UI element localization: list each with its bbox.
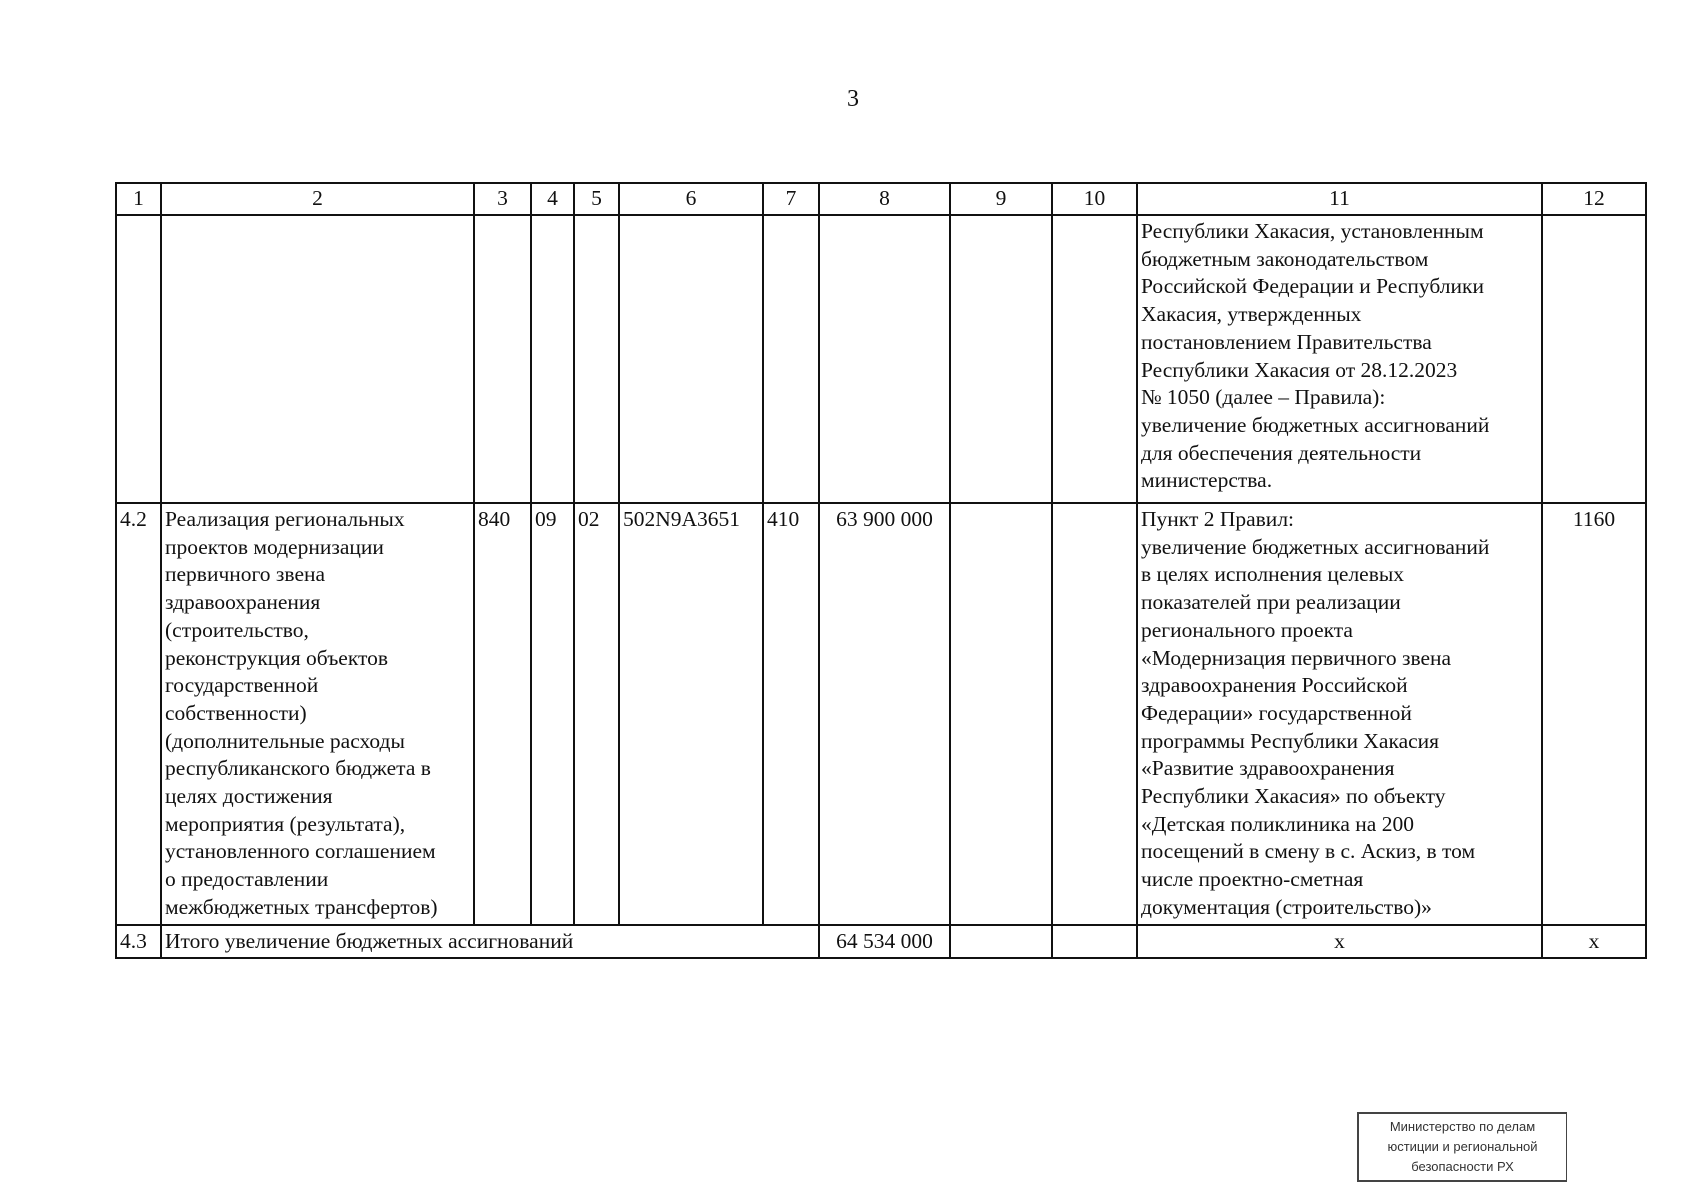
justification-text: Пункт 2 Правил: увеличение бюджетных ассигнований в целях исполнения целевых показателей при реализации регионального проекта «Модернизация первичного звена здравоохранения Российской Федерации» государственной программы Республики Хакасия «Развитие здравоохранения Республики Хакасия» по объекту «Детская поликлиника на 200 посещений в смену в с. Аскиз, в том числе проектно-сметная документация (строительство)» [1137, 503, 1542, 925]
code-expense-type: 410 [763, 503, 819, 925]
cell-empty [161, 215, 474, 503]
total-label: Итого увеличение бюджетных ассигнований [161, 925, 819, 959]
code-subsection: 02 [574, 503, 619, 925]
col-header-12: 12 [1542, 183, 1646, 215]
page-number-text: 3 [847, 86, 859, 112]
col-header-2: 2 [161, 183, 474, 215]
col-header-4: 4 [531, 183, 574, 215]
col-header-10: 10 [1052, 183, 1137, 215]
col-header-1: 1 [116, 183, 161, 215]
col-header-9: 9 [950, 183, 1052, 215]
cell-empty [574, 215, 619, 503]
cell-empty [531, 215, 574, 503]
table-row-4-3-total [116, 925, 1646, 959]
appropriations-table [115, 182, 1647, 959]
page-number [0, 86, 1698, 113]
col-header-3: 3 [474, 183, 531, 215]
cell-empty [950, 925, 1052, 959]
ministry-stamp [1357, 1112, 1567, 1182]
row-number: 4.3 [116, 925, 161, 959]
cell-empty [950, 503, 1052, 925]
col-header-11: 11 [1137, 183, 1542, 215]
col-header-8: 8 [819, 183, 950, 215]
col-header-5: 5 [574, 183, 619, 215]
total-col-11: x [1137, 925, 1542, 959]
cell-empty [763, 215, 819, 503]
cell-empty [950, 215, 1052, 503]
code-ministry: 840 [474, 503, 531, 925]
cell-empty [1052, 215, 1137, 503]
cell-empty [116, 215, 161, 503]
cell-empty [819, 215, 950, 503]
item-description: Реализация региональных проектов модернизации первичного звена здравоохранения (строительство, реконструкция объектов государственной собственности) (дополнительные расходы республиканского бюджета в целях достижения мероприятия (результата), установленного соглашением о предоставлении межбюджетных трансфертов) [161, 503, 474, 925]
justification-text-continued: Республики Хакасия, установленным бюджетным законодательством Российской Федерации и Республики Хакасия, утвержденных постановлением Правительства Республики Хакасия от 28.12.2023 № 1050 (далее – Правила): увеличение бюджетных ассигнований для обеспечения деятельности министерства. [1137, 215, 1542, 503]
stamp-line-2: юстиции и региональной [1387, 1139, 1538, 1154]
cell-empty [474, 215, 531, 503]
code-section: 09 [531, 503, 574, 925]
cell-empty [1052, 925, 1137, 959]
code-target-article: 502N9A3651 [619, 503, 763, 925]
row-number: 4.2 [116, 503, 161, 925]
table-row-4-2 [116, 503, 1646, 925]
code-12: 1160 [1542, 503, 1646, 925]
column-number-header-row [116, 183, 1646, 215]
cell-empty [619, 215, 763, 503]
total-amount: 64 534 000 [819, 925, 950, 959]
amount: 63 900 000 [819, 503, 950, 925]
cell-empty [1542, 215, 1646, 503]
total-col-12: x [1542, 925, 1646, 959]
col-header-7: 7 [763, 183, 819, 215]
stamp-line-3: безопасности РХ [1411, 1159, 1514, 1174]
table-row-continuation [116, 215, 1646, 503]
cell-empty [1052, 503, 1137, 925]
col-header-6: 6 [619, 183, 763, 215]
stamp-line-1: Министерство по делам [1389, 1119, 1536, 1134]
